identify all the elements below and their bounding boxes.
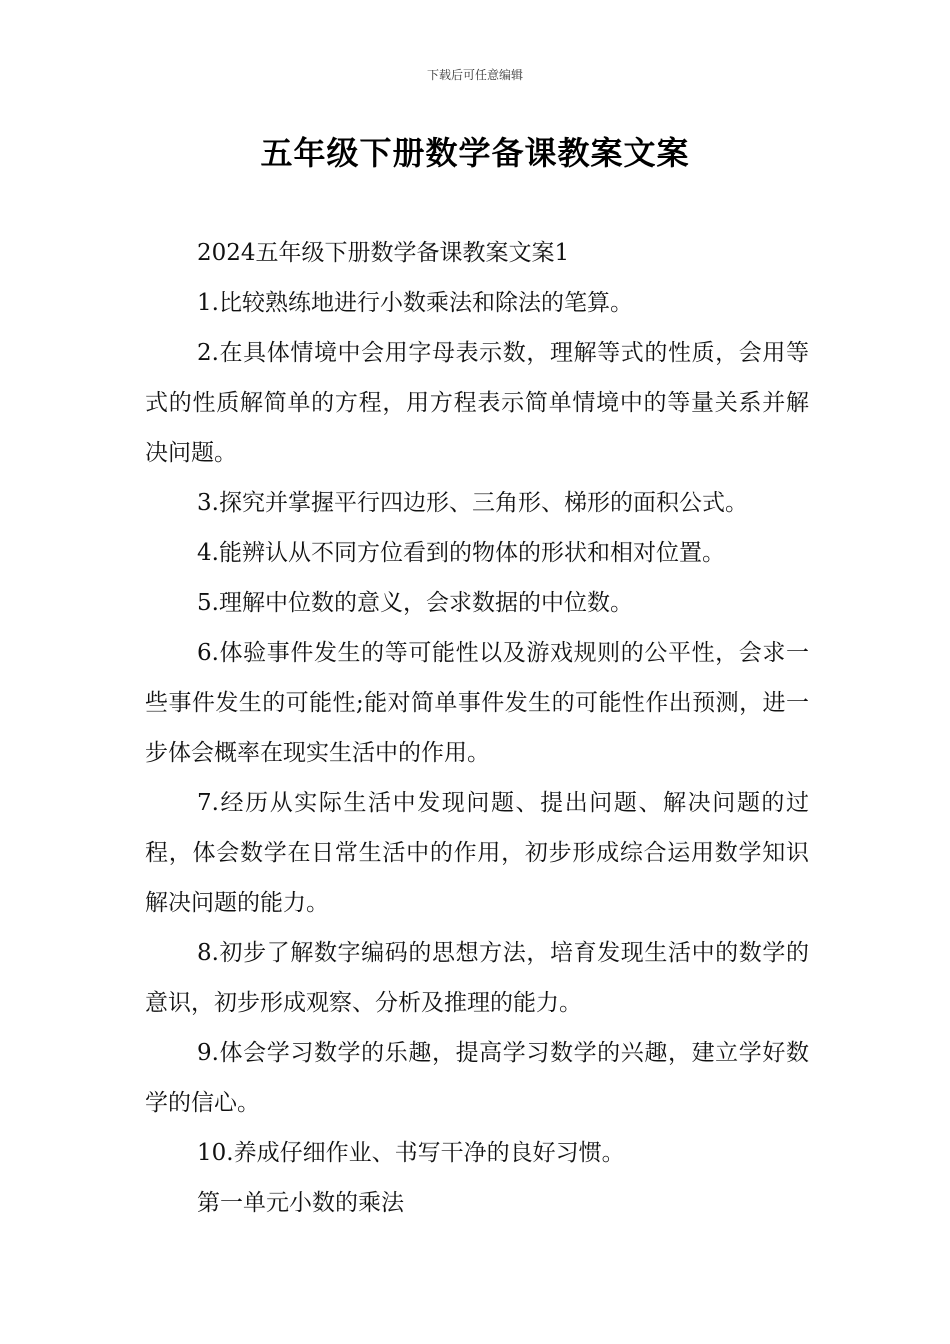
paragraph-item-9: 9.体会学习数学的乐趣，提高学习数学的兴趣，建立学好数学的信心。 <box>145 1040 809 1116</box>
paragraph-item-7: 7.经历从实际生活中发现问题、提出问题、解决问题的过程，体会数学在日常生活中的作用，初步形成综合运用数学知识解决问题的能力。 <box>145 790 809 916</box>
section-heading: 第一单元小数的乘法 <box>197 1190 404 1216</box>
paragraph-item-4: 4.能辨认从不同方位看到的物体的形状和相对位置。 <box>197 540 725 566</box>
header-note: 下载后可任意编辑 <box>426 68 523 82</box>
paragraph-item-3: 3.探究并掌握平行四边形、三角形、梯形的面积公式。 <box>197 490 748 516</box>
paragraph-item-6: 6.体验事件发生的等可能性以及游戏规则的公平性，会求一些事件发生的可能性;能对简单事件发生的可能性作出预测，进一步体会概率在现实生活中的作用。 <box>145 640 809 766</box>
paragraph-item-1: 1.比较熟练地进行小数乘法和除法的笔算。 <box>197 290 633 316</box>
paragraph-item-8: 8.初步了解数字编码的思想方法，培育发现生活中的数学的意识，初步形成观察、分析及推理的能力。 <box>145 940 809 1016</box>
paragraph-item-2: 2.在具体情境中会用字母表示数，理解等式的性质，会用等式的性质解简单的方程，用方程表示简单情境中的等量关系并解决问题。 <box>145 340 809 466</box>
document-body <box>145 228 809 1228</box>
paragraph-item-5: 5.理解中位数的意义，会求数据的中位数。 <box>197 590 633 616</box>
paragraph-subtitle: 2024五年级下册数学备课教案文案1 <box>197 240 570 266</box>
paragraph-item-10: 10.养成仔细作业、书写干净的良好习惯。 <box>197 1140 625 1166</box>
page-title: 五年级下册数学备课教案文案 <box>260 134 690 172</box>
